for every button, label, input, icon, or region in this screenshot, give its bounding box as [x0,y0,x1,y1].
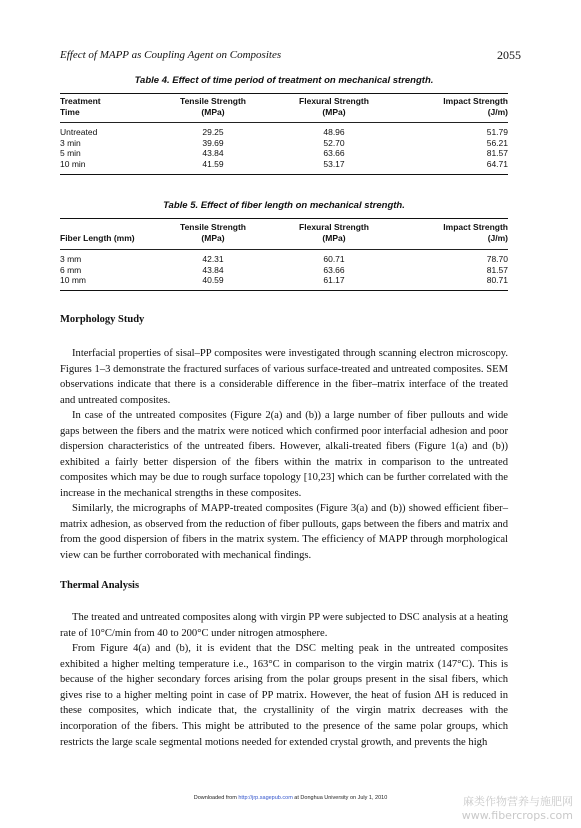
table4-header-rule [60,122,508,123]
table5-col-impact: Impact Strength (J/m) [443,222,508,243]
table-row: 10 mm 40.59 61.17 80.71 [60,275,508,285]
table4-col-treatment: Treatment Time [60,96,101,117]
running-header [60,49,521,61]
page-number: 2055 [497,48,521,62]
table5-top-rule [60,218,508,219]
watermark [462,795,573,823]
table4-bottom-rule [60,174,508,175]
table-row: 3 mm 42.31 60.71 78.70 [60,254,508,264]
footer-link[interactable]: http://jrp.sagepub.com [238,795,293,801]
footer-prefix: Downloaded from [193,795,239,801]
table5-bottom-rule [60,290,508,291]
paragraph: From Figure 4(a) and (b), it is evident that the DSC melting peak in the untreated composites exhibited a higher melting temperature i.e., 163°C in comparison to the virgin matrix (147°C). This is because of the higher secondary forces arising from the polar groups present in the sisal fibers, which gives rise to a higher melting point in case of PP matrix. However, the heat of fusion ΔH is reduced in these composites, which indicate that, the crystallinity of the virgin matrix decreases with the incorporation of the fibers. This might be attributed to the presence of the same polar groups, which restricts the large scale segmental motions needed for extended crystal growth, and prevents the high [60,643,508,748]
table4-top-rule [60,93,508,94]
table-row: Untreated 29.25 48.96 51.79 [60,127,508,137]
footer-suffix: at Donghua University on July 1, 2010 [292,795,388,801]
table4 [60,96,508,118]
table-row: 3 min 39.69 52.70 56.21 [60,137,508,148]
paragraph: The treated and untreated composites along with virgin PP were subjected to DSC analysis at a heating rate of 10°C/min from 40 to 200°C under nitrogen atmosphere. [60,612,509,639]
table5-col-fiber-length: Fiber Length (mm) [60,233,135,243]
table4-caption: Table 4. Effect of time period of treatment on mechanical strength. [134,75,434,86]
paragraph: Interfacial properties of sisal–PP composites were investigated through scanning electron microscopy. Figures 1–3 demonstrate the fractured surfaces of various surface-treated and untreated composites. SEM observations indicate that there is a considerable difference in the fiber–matrix interface of the treated and untreated composites. [60,348,508,406]
table-row: 6 mm 43.84 63.66 81.57 [60,264,508,275]
watermark-line1: 麻类作物营养与施肥网 [463,795,573,808]
paragraph: In case of the untreated composites (Figure 2(a) and (b)) a large number of fiber pullouts and wide gaps between the fibers and the matrix were noticed which confirmed poor interfacial adhesion and poor dispersion characteristics of the untreated fibers. However, alkali-treated fibers (Figure 1(a) and (b)) exhibited a fairly better dispersion of the fibers within the matrix in comparison to the untreated composites which may be due to rough surface topology [10,23] which can be further correlated with the increase in the mechanical strengths in these composites. [60,410,508,499]
paragraph: Similarly, the micrographs of MAPP-treated composites (Figure 3(a) and (b)) showed efficient fiber–matrix adhesion, as observed from the reduction of fiber pullouts, gaps between the fibers and matrix and from the good dispersion of fibers in the matrix system. The efficiency of MAPP through morphological view can be further corroborated with mechanical findings. [60,503,508,561]
section-heading-thermal: Thermal Analysis [60,580,140,591]
table5 [60,222,508,244]
table4-header-row [60,96,508,118]
table4-body [60,127,508,169]
running-title: Effect of MAPP as Coupling Agent on Composites [60,49,282,61]
table5-col-tensile: Tensile Strength (MPa) [180,222,246,243]
table4-col-flexural: Flexural Strength (MPa) [299,96,369,117]
table4-col-tensile: Tensile Strength (MPa) [180,96,246,117]
table4-col-impact: Impact Strength (J/m) [443,96,508,117]
table-row: 5 min 43.84 63.66 81.57 [60,148,508,158]
table5-header-rule [60,249,508,250]
table5-body [60,254,508,286]
section-heading-morphology: Morphology Study [60,314,145,325]
table5-col-flexural: Flexural Strength (MPa) [299,222,369,243]
table-row: 10 min 41.59 53.17 64.71 [60,158,508,169]
table5-header-row [60,222,508,244]
watermark-line2: www.fibercrops.com [461,809,573,822]
table5-caption: Table 5. Effect of fiber length on mechanical strength. [163,200,405,211]
